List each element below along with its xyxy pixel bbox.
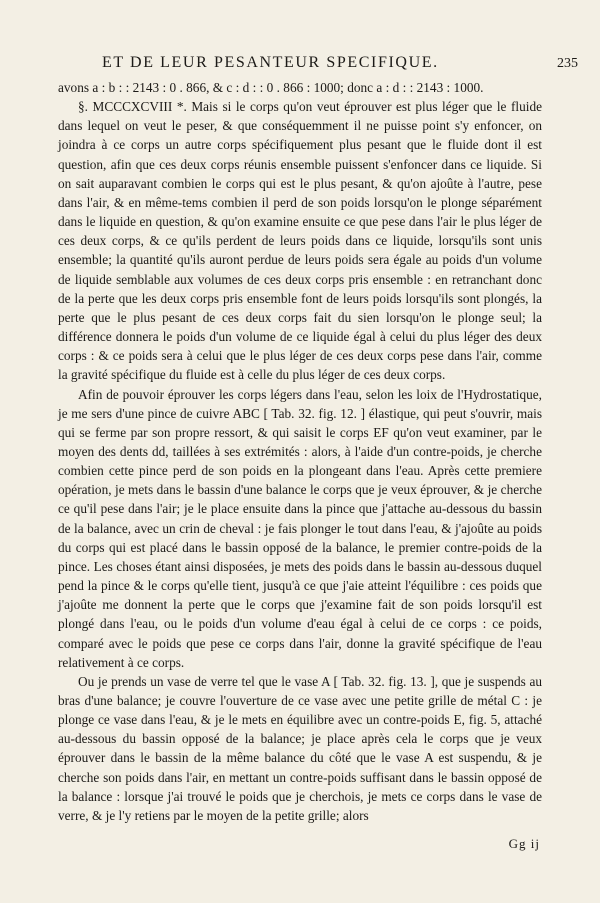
body-text [58, 78, 542, 825]
running-title: ET DE LEUR PESANTEUR SPECIFIQUE. [102, 54, 439, 71]
signature-mark: Gg ij [508, 836, 540, 851]
paragraph-pince: Afin de pouvoir éprouver les corps légers dans l'eau, selon les loix de l'Hydrostatique, je me sers d'une pince de cuivre ABC [ Tab. 32. fig. 12. ] élastique, qui peut s'ouvrir, mais qui se ferme par son propre ressort, & qui saisit le corps EF qu'on veut examiner, par le moyen des dents dd, taillées à ses extrémités : alors, à l'aide d'un contre-poids, je cherche combien cette pince perd de son poids en la plongeant dans l'eau. Après cette premiere opération, je mets dans le bassin d'une balance le corps que je veux éprouver, & je cherche ce qu'il pese dans l'air; je le place ensuite dans la pince que j'attache au-dessous du bassin de la balance, avec un crin de cheval : je fais plonger le tout dans l'eau, & j'ajoûte au poids du corps qui est placé dans le bassin opposé de la balance, le premier contre-poids de la pince. Les choses étant ainsi disposées, je mets des poids dans le bassin au-dessous duquel pend la pince & le corps qu'elle tient, jusqu'à ce que j'aie atteint l'équilibre : ces poids que j'ajoûte me donnent la perte que le corps que j'examine fait de son poids lorsqu'il est plongé dans l'eau, ou le poids d'un volume d'eau égal à celui de ce corps : ce poids, comparé avec le poids que pese ce corps dans l'air, donne la gravité spécifique de l'eau relativement à ce corps. [58, 386, 542, 670]
page-number: 235 [557, 56, 578, 71]
paragraph-vase: Ou je prends un vase de verre tel que le vase A [ Tab. 32. fig. 13. ], que je suspends au bras d'une balance; je couvre l'ouverture de ce vase avec une petite grille de métal C : je plonge ce vase dans l'eau, & je le mets en équilibre avec un contre-poids E, fig. 5, attaché au-dessous du bassin opposé de la balance; je place après cela le corps que je veux éprouver dans le bassin de la même balance du côté que le vase A est suspendu, & je cherche son poids dans l'air, en mettant un contre-poids suffisant dans le bassin opposé de la balance : lorsque j'ai trouvé le poids que je cherchois, je mets ce corps dans le vase de verre, & je l'y retiens par le moyen de la petite grille; alors [58, 673, 542, 823]
paragraph-section-1398: §. MCCCXCVIII *. Mais si le corps qu'on veut éprouver est plus léger que le fluide dans lequel on veut le peser, & que conséquemment il ne puisse point s'y enfoncer, on joindra à ce corps un autre corps spécifiquement plus pesant que le fluide dont il est question, afin que ces deux corps réunis ensemble puissent s'enfoncer dans ce liquide. Si on sait auparavant combien le corps qui est le plus pesant, & qu'on ajoûte à l'autre, pese dans l'air, & en même-tems combien il perd de son poids lorsqu'on le plonge séparément dans le liquide en question, & qu'on examine ensuite ce que pese dans l'air le plus léger de ces deux corps, & ce qu'ils perdent de leurs poids dans ce liquide, lorsqu'ils sont unis ensemble; la quantité qu'ils auront perdue de leurs poids sera égale au poids d'un volume de liquide semblable aux volumes de ces deux corps pris ensemble : en retranchant donc de la perte que les deux corps pris ensemble font de leurs poids lorsqu'ils sont plongés, la perte que le plus pesant de ces deux corps fait du sien lorsqu'on le plonge seul; la différence donnera le poids d'un volume de ce liquide égal à celui du plus léger des deux corps : & ce poids sera à celui que le plus léger de ces deux corps pese dans l'air, comme la gravité spécifique du fluide est à celle du plus léger de ces deux corps. [58, 99, 542, 383]
paragraph-continuation: avons a : b : : 2143 : 0 . 866, & c : d : : 0 . 866 : 1000; donc a : d : : 2143 : 1000. [58, 80, 484, 95]
page-header [58, 54, 580, 76]
